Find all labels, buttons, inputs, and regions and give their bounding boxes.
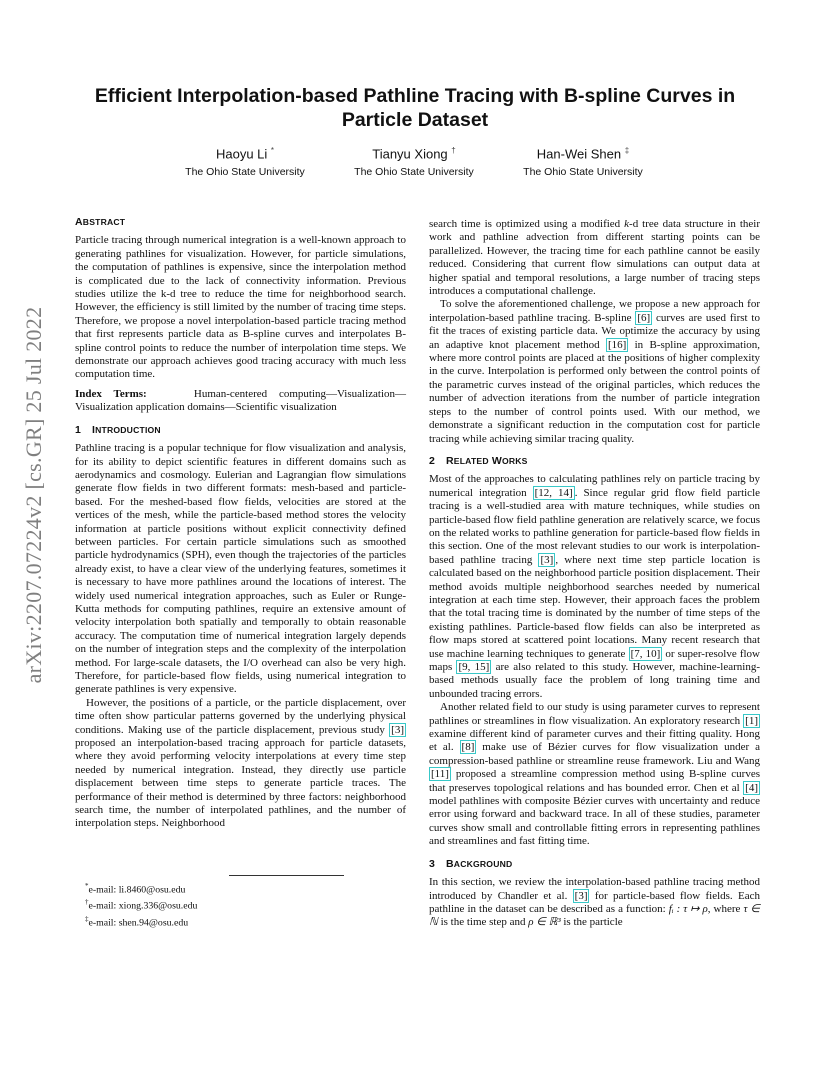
abstract-text: Particle tracing through numerical integration is a well-known approach to generating pathlines for visualization. However, for particle simulations, the computation of pathlines is expensive, since the interpolation method is complicated due to the lack of connectivity information. Previous studies utilize the k-d tree to reduce the time for neighborhood search. However, the efficiency is still limited by the number of tracing time steps. Therefore, we propose a novel interpolation-based particle tracing method that first represents particle data as B-spline curves and interpolates B-spline control points to reduce the number of interpolation time steps. We demonstrate our approach achieves good tracing accuracy with much less computation time.: [75, 234, 406, 381]
citation-link[interactable]: [3]: [574, 889, 588, 902]
citation-link[interactable]: [7, 10]: [630, 647, 661, 660]
footnote-email-3: ‡e-mail: shen.94@osu.edu: [85, 914, 189, 928]
author-block-2: [319, 142, 509, 179]
author-affiliation: The Ohio State University: [354, 166, 474, 179]
author-mark: *: [270, 146, 275, 155]
intro-paragraph-1: Pathline tracing is a popular technique for flow visualization and analysis, for its ability to depict scientific features in different domains such as aerodynamics and cosmology. Eulerian and Lagrangian flow simulations generate flow fields in two different formats: mesh-based and particle-based. For the meshed-based flow fields, velocities are stored at the vertices of the mesh, while the particle-based method stores the velocity information at particle positions without explicit connectivity defined between particles. For certain particle simulations such as smoothed particle hydrodynamics (SPH), even though the trajectories of the particles already exist, to have a clear view of the underlying features, sometimes it is necessary to have more pathlines around the locations of interest. The widely used numerical integration approaches, such as Euler or Runge-Kutta methods for computing pathlines, require an extensive amount of velocity interpolation both spatially and temporally to obtain reasonable accuracy. The computation time of numerical integration largely depends on the number of integration steps and the complexity of the interpolation method. For large-scale datasets, the I/O overhead can also be very high. Therefore, for particle-based flow fields, using numerical integration to generate pathlines is very expensive.: [75, 442, 406, 696]
index-terms: [75, 388, 406, 415]
author-affiliation: The Ohio State University: [523, 166, 643, 179]
footnote-email-1: *e-mail: li.8460@osu.edu: [85, 882, 186, 896]
arxiv-identifier-stamp: [8, 295, 60, 695]
citation-link[interactable]: [6]: [637, 311, 651, 324]
left-column: [75, 216, 406, 831]
citation-link[interactable]: [4]: [745, 781, 758, 794]
intro-paragraph-2-continued: search time is optimized using a modified k-d tree data structure in their work and pathline advection from different starting points can be parallelized. However, the tracing time for each pathline cannot be easily reduced. Considering that current flow simulations can output data at higher spatial and temporal resolutions, a large number of tracing steps introduces a computational challenge.: [429, 218, 761, 298]
footnote-email-2: †e-mail: xiong.336@osu.edu: [85, 898, 198, 912]
arxiv-id-text: arXiv:2207.07224v2 [cs.GR] 25 Jul 2022: [21, 306, 46, 684]
section-heading-introduction: 1 INTRODUCTION: [75, 423, 161, 436]
related-paragraph-1: Most of the approaches to calculating pathlines rely on particle tracing by numerical integration [12, 14] . Since regular grid flow field particle tracing is a well-studied area with mature techniques, while studies on particle-based flow field pathline generation are relatively scarce, we focus on the related works to pathline generation for particle-based flow fields in this section. One of the most relevant studies to our work is interpolation-based pathline tracing [3] , where next time step particle location is calculated based on the neighborhood particle position displacement. Their method avoids multiple neighborhood searches needed by numerical integration at each time step. However, their approach faces the problem that the total tracing time is dominated by the number of time steps of the existing pathlines. Particle-based flow fields can also be interpreted as flow maps stored at scattered point locations. Many recent research that use machine learning techniques to generate [7, 10] or super-resolve flow maps [9, 15] are also related to this study. However, machine-learning-based methods usually face the problem of long training time and unbounded tracing errors.: [429, 473, 761, 700]
footnote-divider: [229, 875, 344, 876]
citation-link[interactable]: [9, 15]: [458, 661, 490, 673]
author-name: Han-Wei Shen: [536, 146, 622, 162]
right-column: [429, 218, 760, 930]
index-terms-text: Human-centered computing—Visualization—Visualization application domains—Scientific visualization: [75, 387, 407, 414]
citation-link[interactable]: [3]: [391, 723, 404, 736]
section-heading-background: 3 BACKGROUND: [429, 857, 513, 870]
section-heading-related-works: 2 RELATED WORKS: [429, 454, 528, 467]
citation-link[interactable]: [8]: [461, 741, 475, 754]
citation-link[interactable]: [16]: [607, 338, 627, 351]
background-paragraph-1: In this section, we review the interpolation-based pathline tracing method introduced by Chandler et al. [3] for particle-based flow fields. Each pathline in the dataset can be described as a function: fᵢ : τ ↦ ρ, where τ ∈ ℕ is the time step and ρ ∈ ℝ³ is the particle: [429, 876, 760, 929]
author-name: Tianyu Xiong: [372, 146, 448, 162]
citation-link[interactable]: [11]: [431, 768, 449, 781]
author-name: Haoyu Li: [215, 146, 268, 162]
intro-paragraph-2: However, the positions of a particle, or the particle displacement, over time often show particular patterns governed by the underlying physical conditions. Making use of the particle displacement, previous study [3] proposed an interpolation-based tracing approach for particle datasets, where they avoid performing velocity interpolations at every time step needed by numerical integration. Instead, they directly use particle displacement between time steps to generate particle traces. The performance of their method is determined by three factors: neighborhood search time, the number of interpolated pathlines, and the number of interpolation steps. Neighborhood: [75, 696, 406, 830]
paper-title: Efficient Interpolation-based Pathline Tracing with B-spline Curves in Particle Dataset: [94, 85, 736, 131]
author-block-3: [488, 142, 678, 179]
author-block-1: [150, 142, 340, 179]
citation-link[interactable]: [3]: [540, 553, 554, 566]
author-mark: ‡: [624, 146, 630, 155]
related-paragraph-2: Another related field to our study is using parameter curves to represent pathlines or streamlines in flow visualization. An exploratory research [1] examine different kind of parameter curves and their fitting quality. Hong et al. [8] make use of Bézier curves for flow visualization under a compression-based pathline or streamline reuse framework. Liu and Wang [11] proposed a streamline compression method using B-spline curves that preserves topological relations and has bounded error. Chen et al [4] model pathlines with composite Bézier curves with uncertainty and reduce error using forward and backward trace. In all of these studies, parameter curves show small and controllable fitting errors in representing pathlines and streamlines and fast fitting time.: [429, 701, 760, 848]
abstract-heading: ABSTRACT: [75, 216, 126, 228]
citation-link[interactable]: [1]: [745, 714, 758, 727]
author-affiliation: The Ohio State University: [185, 166, 305, 179]
author-mark: †: [451, 146, 456, 155]
footnotes: [75, 880, 406, 929]
intro-paragraph-3: To solve the aforementioned challenge, we propose a new approach for interpolation-based pathline tracing. B-spline [6] curves are used first to fit the traces of existing particle data. We optimize the accuracy by using an adaptive knot placement method [16] in B-spline approximation, where more control points are placed at the positions of higher complexity in the curve. Interpolation is performed only between the control points of the parametric curves instead of the original particles, which reduces the number of advection iterations from the number of particle integration steps to the number of control points used. With our method, we demonstrate a significant reduction in the computation cost for particle tracing while achieving similar tracing quality.: [429, 298, 761, 445]
citation-link[interactable]: [12, 14]: [534, 486, 573, 499]
index-terms-label: Index Terms:: [75, 387, 147, 400]
